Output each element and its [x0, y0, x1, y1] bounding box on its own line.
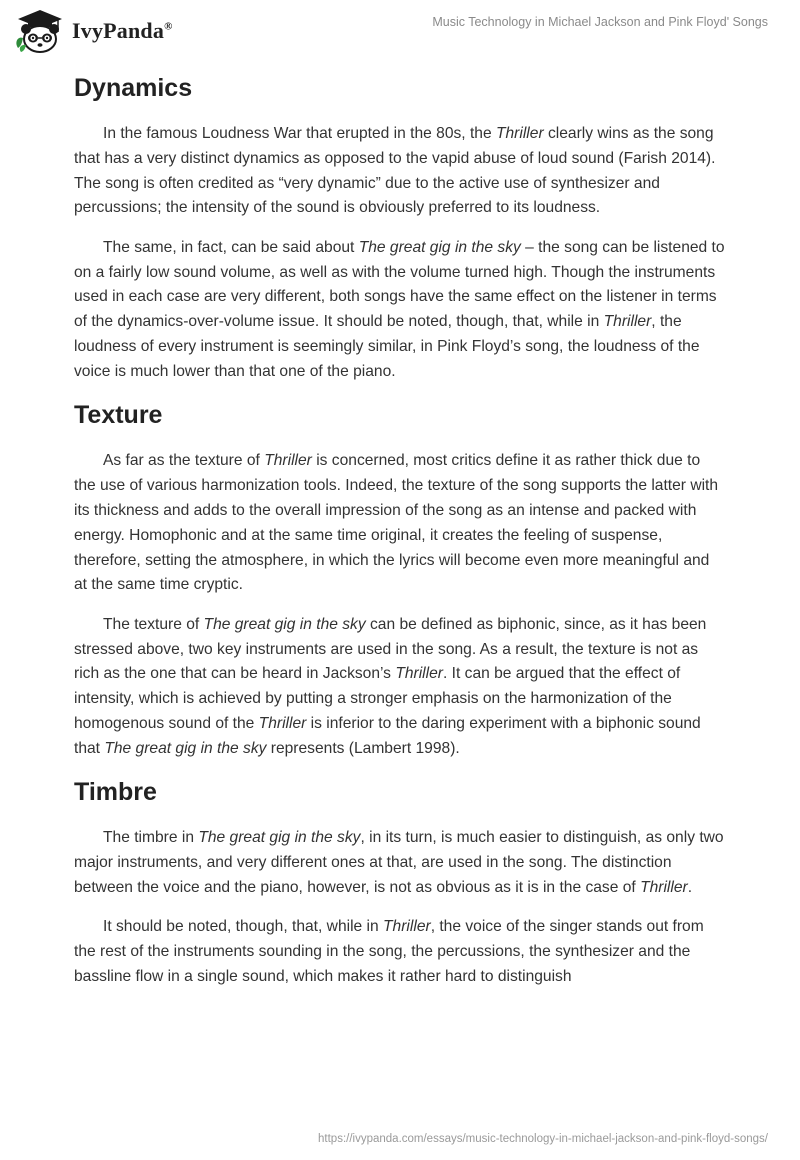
paragraph	[74, 613, 726, 762]
text-run: is inferior to the daring experiment with a biphonic sound that	[74, 715, 701, 757]
italic-title: The great gig in the sky	[358, 238, 521, 256]
paragraph	[74, 826, 726, 900]
italic-title: Thriller	[495, 125, 544, 142]
brand-name: IvyPanda®	[72, 18, 173, 43]
text-run: represents (Lambert 1998).	[266, 739, 460, 757]
text-run: It should be noted, though, that, while in	[103, 918, 384, 936]
paragraph	[74, 122, 726, 221]
panda-graduate-logo-icon	[14, 8, 66, 54]
text-run: – the song can be listened to on a fairly low sound volume, as well as with the volume turned high. Though the instruments used in each case are very different, both songs have the same effect on the listener in terms of the dynamics-over-volume issue. It should be noted, though, that, while in	[74, 238, 725, 331]
italic-title: The great gig in the sky	[203, 615, 366, 633]
italic-title: Thriller	[264, 452, 312, 470]
text-run: The same, in fact, can be said about	[103, 238, 359, 256]
essay-body	[74, 72, 726, 1004]
text-run: , the loudness of every instrument is seemingly similar, in Pink Floyd’s song, the loudness of the voice is much lower than that one of the piano.	[74, 313, 700, 380]
paragraph	[74, 236, 726, 385]
text-run: . It can be argued that the effect of intensity, which is achieved by putting a stronger emphasis on the harmonization of the homogenous sound of the	[74, 665, 681, 732]
italic-title: The great gig in the sky	[198, 829, 361, 847]
text-run: can be defined as biphonic, since, as it has been stressed above, two key instruments are used in the song. As a result, the texture is not as rich as the one that can be heard in Jackson’s	[74, 615, 707, 683]
text-run: The timbre in	[103, 829, 199, 847]
brand-logo[interactable]	[14, 8, 173, 54]
document-title: Music Technology in Michael Jackson and Pink Floyd' Songs	[432, 15, 768, 29]
text-run: clearly wins as the song that has a very distinct dynamics as opposed to the vapid abuse of loud sound (Farish 2014). The song is often credited as “very dynamic” due to the active use of synthesizer and percussions; the intensity of the sound is obviously preferred to its loudness.	[74, 125, 716, 217]
source-url[interactable]: https://ivypanda.com/essays/music-technology-in-michael-jackson-and-pink-floyd-songs/	[318, 1133, 768, 1145]
italic-title: The great gig in the sky	[104, 739, 267, 757]
text-run: , the voice of the singer stands out from the rest of the instruments sounding in the song, the percussions, the synthesizer and the bassline flow in a single sound, which makes it rather hard to distinguish	[74, 918, 704, 985]
text-run: In the famous Loudness War that erupted in the 80s, the	[103, 125, 496, 142]
italic-title: Thriller	[640, 878, 688, 896]
text-run: , in its turn, is much easier to distinguish, as only two major instruments, and very different ones at that, are used in the song. The distinction between the voice and the piano, however, is not as obvious as it is in the case of	[74, 829, 724, 896]
section-heading-dynamics: Dynamics	[74, 74, 193, 102]
italic-title: Thriller	[383, 918, 431, 936]
section-heading-texture: Texture	[74, 401, 163, 430]
text-run: is concerned, most critics define it as rather thick due to the use of various harmonization tools. Indeed, the texture of the song supports the latter with its thickness and adds to the overall impression of the song as an intense and packed with energy. Homophonic and at the same time original, it creates the feeling of suspense, therefore, setting the atmosphere, in which the lyrics will become even more meaningful and at the same time cryptic.	[74, 452, 719, 594]
section-heading-timbre: Timbre	[74, 778, 157, 807]
text-run: The texture of	[103, 615, 204, 633]
italic-title: Thriller	[258, 715, 307, 732]
text-run: .	[687, 878, 693, 896]
text-run: As far as the texture of	[103, 452, 265, 470]
italic-title: Thriller	[603, 313, 652, 331]
page-header	[0, 0, 800, 70]
paragraph	[74, 915, 726, 989]
italic-title: Thriller	[395, 665, 443, 683]
paragraph	[74, 449, 726, 598]
